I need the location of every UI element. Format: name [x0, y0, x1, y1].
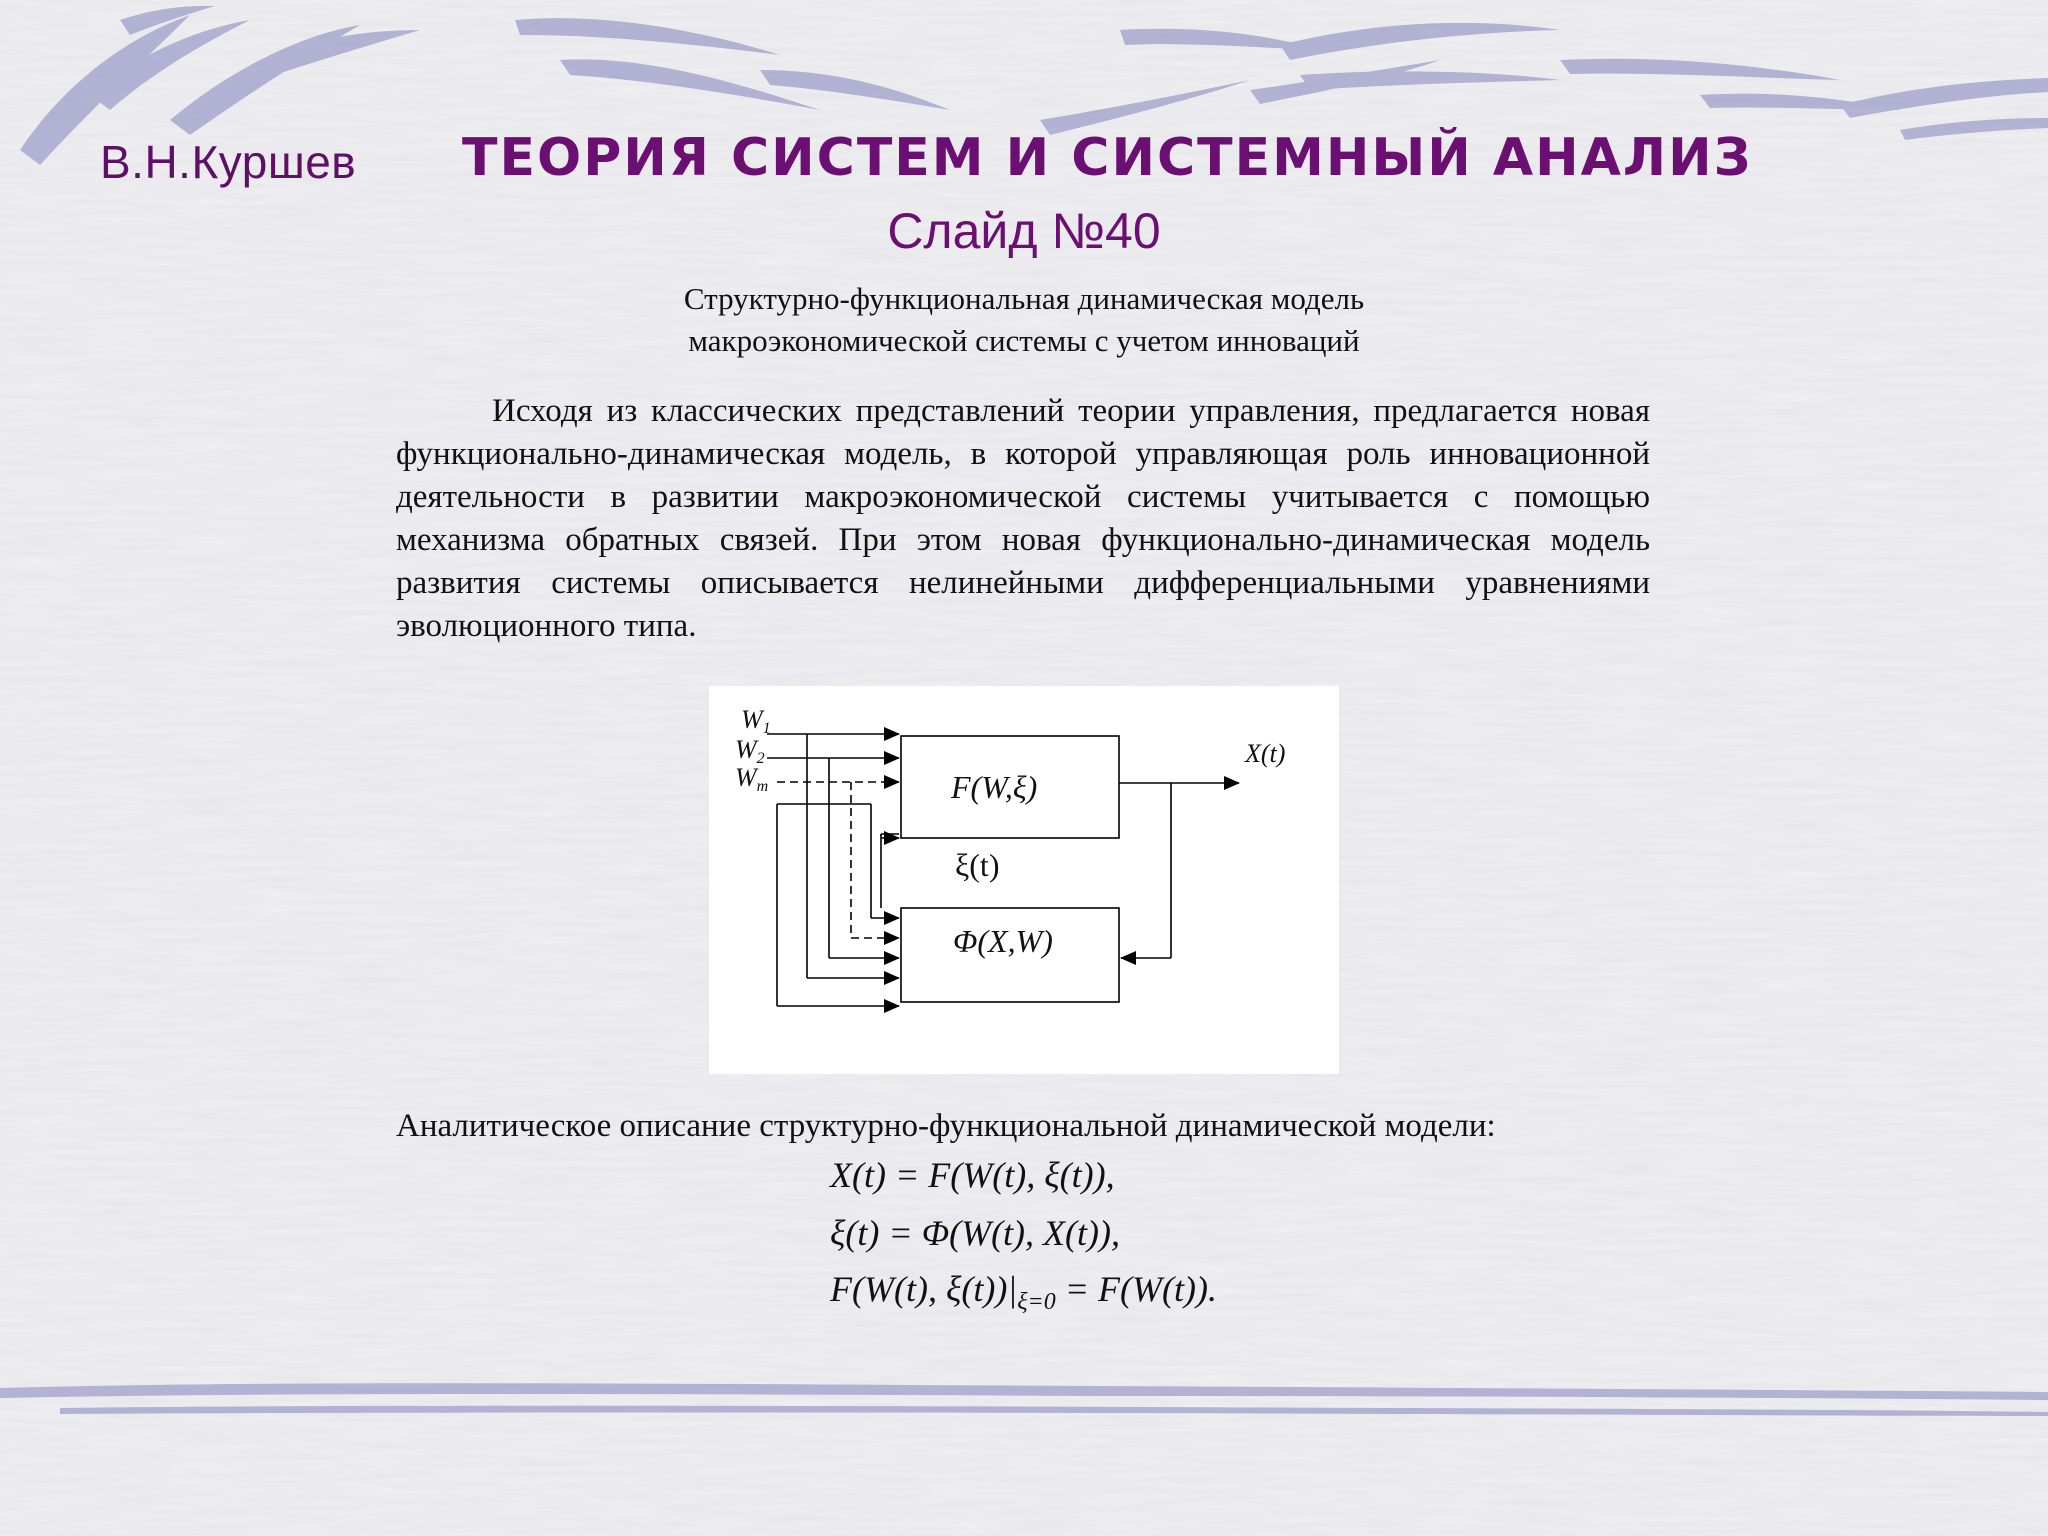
- bottom-brush-decoration: [0, 1350, 2048, 1440]
- label-output: X(t): [1245, 739, 1286, 768]
- body-paragraph: Исходя из классических представлений теории управления, предлагается новая функционально-динамическая модель, в которой управляющая роль инновационной деятельности в развитии макроэкономической системы учитывается с помощью механизма обратных связей. При этом новая функционально-динамическая модель развития системы описывается нелинейными дифференциальными уравнениями эволюционного типа.: [396, 393, 1650, 644]
- presentation-title: ТЕОРИЯ СИСТЕМ И СИСТЕМНЫЙ АНАЛИЗ: [462, 128, 1753, 188]
- label-w1: W1: [741, 705, 771, 737]
- equation-2: ξ(t) = Φ(W(t), X(t)),: [830, 1213, 1121, 1253]
- analytic-description-label: Аналитическое описание структурно-функциональной динамической модели:: [396, 1108, 1496, 1144]
- equation-3-subscript: ξ=0: [1017, 1289, 1056, 1316]
- author-name: В.Н.Куршев: [100, 136, 357, 188]
- label-block-top: F(W,ξ): [951, 769, 1038, 805]
- block-diagram-svg: [709, 686, 1339, 1074]
- block-diagram: [709, 686, 1339, 1074]
- subtitle-line-2: макроэкономической системы с учетом инноваций: [688, 323, 1360, 358]
- equation-3-left: F(W(t), ξ(t))|: [830, 1269, 1018, 1309]
- slide-subtitle: [0, 278, 2048, 362]
- label-feedback: ξ(t): [955, 847, 1000, 883]
- equation-3-right: = F(W(t)).: [1055, 1269, 1217, 1309]
- label-w2: W2: [735, 735, 765, 767]
- equation-3: [830, 1268, 1217, 1316]
- subtitle-line-1: Структурно-функциональная динамическая модель: [683, 281, 1365, 316]
- slide-number: Слайд №40: [887, 203, 1161, 259]
- equation-1: X(t) = F(W(t), ξ(t)),: [830, 1155, 1115, 1195]
- label-wm: Wm: [735, 763, 769, 795]
- label-block-bottom: Φ(X,W): [953, 923, 1053, 959]
